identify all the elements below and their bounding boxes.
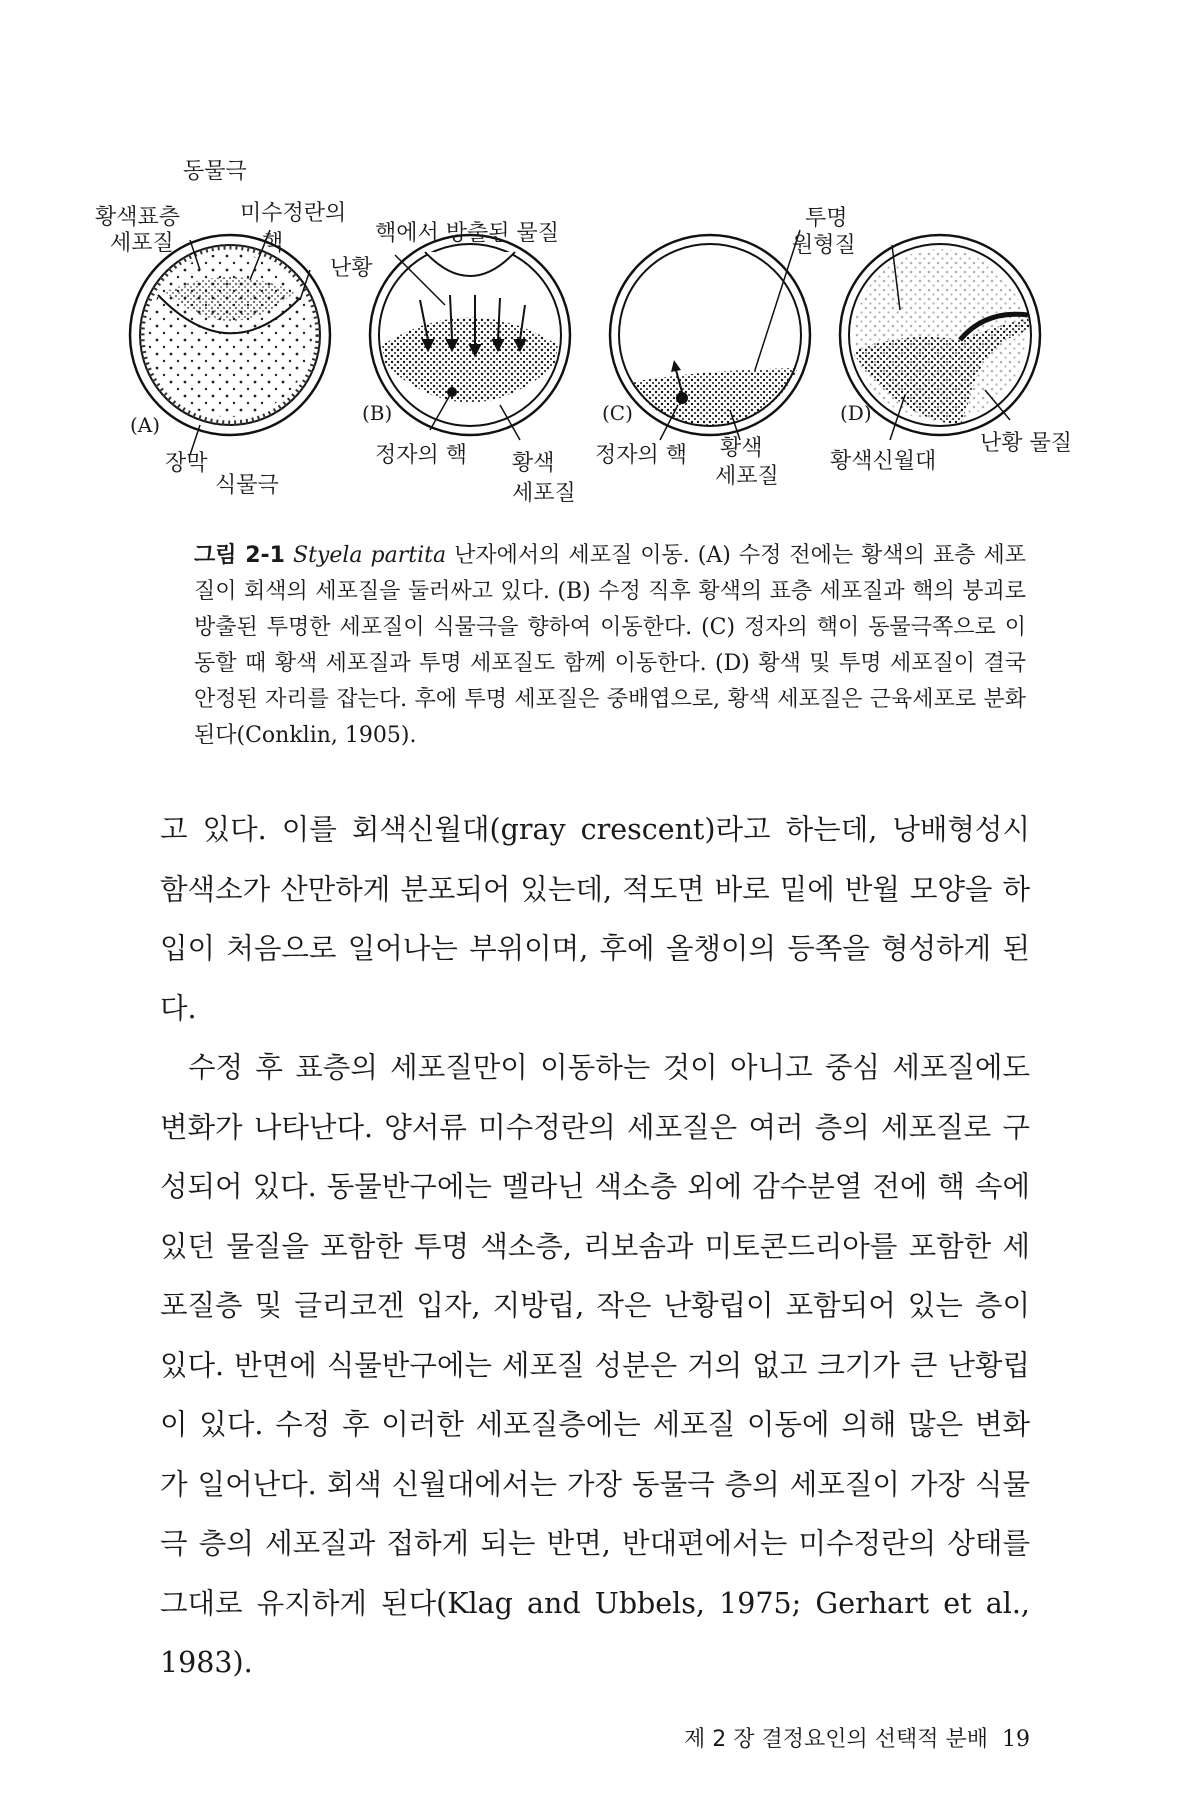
label-oocyte-nucleus-2: 핵 <box>262 231 284 256</box>
label-yellow-b-1: 황색 <box>512 451 555 476</box>
label-yellow-b-2: 세포질 <box>512 481 576 506</box>
body-text <box>160 800 1030 1693</box>
paragraph-1: 고 있다. 이를 회색신월대(gray crescent)라고 하는데, 낭배형성시 함색소가 산만하게 분포되어 있는데, 적도면 바로 밑에 반월 모양을 하입이 처음으로 일어나는 부위이며, 후에 올챙이의 등쪽을 형성하게 된다. <box>160 813 1030 1025</box>
label-clear-1: 투명 <box>805 206 848 231</box>
label-yellow-crescent: 황색신월대 <box>830 449 937 474</box>
label-panel-b: (B) <box>362 401 393 425</box>
label-yellow-c-2: 세포질 <box>715 464 779 489</box>
caption-text: 난자에서의 세포질 이동. (A) 수정 전에는 황색의 표층 세포질이 회색의 세포질을 둘러싸고 있다. (B) 수정 직후 황색의 표층 세포질과 핵의 붕괴로 방출된 투명한 세포질이 식물극을 향하여 이동한다. (C) 정자의 핵이 동물극쪽으로 이동할 때 황색 세포질과 투명 세포질도 함께 이동한다. (D) 황색 및 투명 세포질이 결국 안정된 자리를 잡는다. 후에 투명 세포질은 중배엽으로, 황색 세포질은 근육세포로 분화된다(Conklin, 1905). <box>194 543 1027 748</box>
label-yolk: 난황 <box>330 256 373 281</box>
page-number: 19 <box>1002 1727 1030 1752</box>
figure-number: 그림 2-1 <box>194 543 285 568</box>
label-sperm-nucleus-c: 정자의 핵 <box>595 443 688 468</box>
figure-2-1 <box>0 0 1200 520</box>
figure-caption <box>194 538 1026 754</box>
label-oocyte-nucleus-1: 미수정란의 <box>240 201 347 226</box>
label-vegetal-pole: 식물극 <box>215 473 279 498</box>
paragraph-2: 수정 후 표층의 세포질만이 이동하는 것이 아니고 중심 세포질에도 변화가 나타난다. 양서류 미수정란의 세포질은 여러 층의 세포질로 구성되어 있다. 동물반구에는 멜라닌 색소층 외에 감수분열 전에 핵 속에 있던 물질을 포함한 투명 색소층, 리보솜과 미토콘드리아를 포함한 세포질층 및 글리코겐 입자, 지방립, 작은 난황립이 포함되어 있는 층이 있다. 반면에 식물반구에는 세포질 성분은 거의 없고 크기가 큰 난황립이 있다. 수정 후 이러한 세포질층에는 세포질 이동에 의해 많은 변화가 일어난다. 회색 신월대에서는 가장 동물극 층의 세포질이 가장 식물극 층의 세포질과 접하게 되는 반면, 반대편에서는 미수정란의 상태를 그대로 유지하게 된다(Klag and Ubbels, 1975; Gerhart et al., 1983). <box>160 1051 1030 1679</box>
label-panel-c: (C) <box>602 401 633 425</box>
egg-b <box>370 235 570 440</box>
species-name: Styela partita <box>293 543 447 568</box>
label-yolk-material: 난황 물질 <box>980 431 1073 456</box>
label-yellow-cortex-1: 황색표층 <box>95 205 181 230</box>
label-yellow-cortex-2: 세포질 <box>110 231 174 256</box>
label-released-material: 핵에서 방출된 물질 <box>375 221 560 246</box>
label-sperm-nucleus-b: 정자의 핵 <box>375 443 468 468</box>
label-yellow-c-1: 황색 <box>720 436 763 461</box>
label-panel-d: (D) <box>840 401 872 425</box>
chapter-title: 제 2 장 결정요인의 선택적 분배 <box>684 1727 988 1752</box>
label-membrane: 장막 <box>165 451 208 476</box>
label-clear-2: 원형질 <box>792 233 856 258</box>
egg-c <box>610 230 810 440</box>
label-animal-pole: 동물극 <box>183 159 247 184</box>
running-footer <box>600 1722 1030 1753</box>
label-panel-a: (A) <box>130 413 161 437</box>
